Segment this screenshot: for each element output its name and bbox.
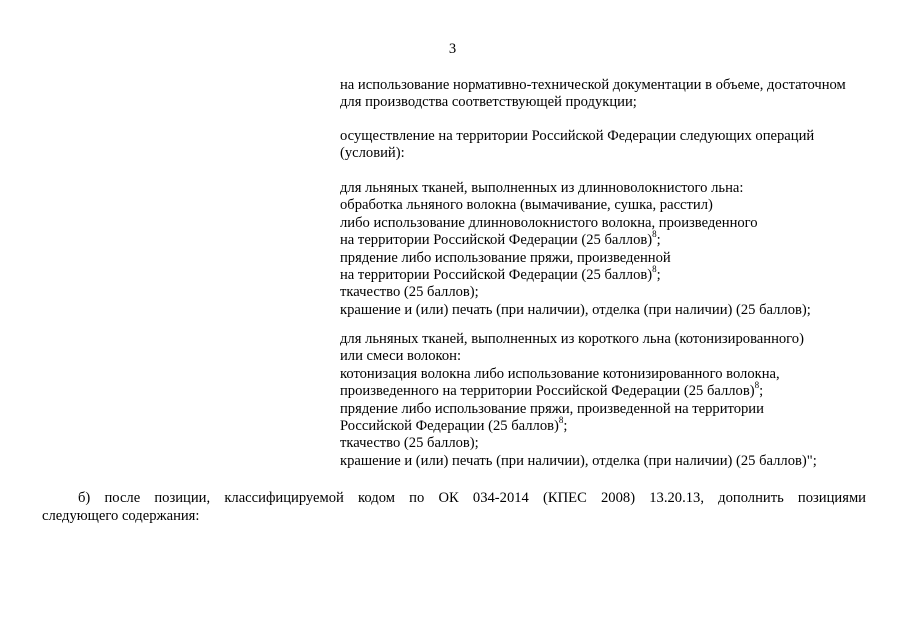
text-line: б) после позиции, классифицируемой кодом по ОК 034-2014 (КПЕС 2008) 13.20.13, дополнить позициями	[78, 490, 866, 506]
text-line: котонизация волокна либо использование котонизированного волокна,	[340, 365, 780, 382]
text-line: крашение и (или) печать (при наличии), отделка (при наличии) (25 баллов);	[340, 301, 811, 318]
paragraph-documentation	[340, 77, 880, 112]
text-segment: Российской Федерации (25 баллов)	[340, 417, 559, 434]
text-line: осуществление на территории Российской Федерации следующих операций	[340, 128, 815, 144]
text-line: либо использование длинноволокнистого волокна, произведенного	[340, 214, 758, 231]
text-line: для льняных тканей, выполненных из короткого льна (котонизированного)	[340, 331, 804, 347]
text-segment: на территории Российской Федерации (25 баллов)	[340, 232, 653, 249]
footnote-marker: 8	[558, 415, 564, 426]
footnote-marker: 8	[652, 264, 657, 275]
text-line: прядение либо использование пряжи, произведенной	[340, 249, 671, 266]
footnote-marker: 8	[652, 229, 657, 240]
text-line	[340, 380, 880, 400]
page-number: 3	[448, 41, 457, 57]
text-segment: ;	[656, 232, 661, 249]
text-line	[340, 264, 880, 284]
text-line: обработка льняного волокна (вымачивание, сушка, расстил)	[340, 197, 713, 214]
text-line: ткачество (25 баллов);	[340, 435, 479, 452]
text-line: для производства соответствующей продукции;	[340, 94, 637, 111]
text-line: прядение либо использование пряжи, произведенной на территории	[340, 400, 764, 417]
footnote-marker: 8	[754, 380, 760, 391]
text-segment: произведенного на территории Российской Федерации (25 баллов)	[340, 383, 755, 400]
text-line: или смеси волокон:	[340, 348, 462, 365]
paragraph-long-flax	[340, 180, 880, 319]
text-segment: ;	[759, 383, 764, 400]
text-line	[340, 229, 880, 249]
paragraph-short-flax	[340, 331, 880, 470]
text-segment: ;	[563, 417, 568, 434]
text-line: (условий):	[340, 145, 405, 162]
text-segment: на территории Российской Федерации (25 баллов)	[340, 266, 653, 283]
paragraph-operations	[340, 128, 880, 163]
text-line: для льняных тканей, выполненных из длинноволокнистого льна:	[340, 180, 744, 196]
text-line: на использование нормативно-технической документации в объеме, достаточном	[340, 77, 846, 93]
text-line: крашение и (или) печать (при наличии), отделка (при наличии) (25 баллов)";	[340, 452, 817, 469]
text-segment: ;	[656, 266, 661, 283]
text-line: следующего содержания:	[42, 507, 200, 524]
paragraph-amendment-b	[42, 490, 866, 525]
text-line	[340, 415, 880, 435]
text-line: ткачество (25 баллов);	[340, 284, 479, 301]
